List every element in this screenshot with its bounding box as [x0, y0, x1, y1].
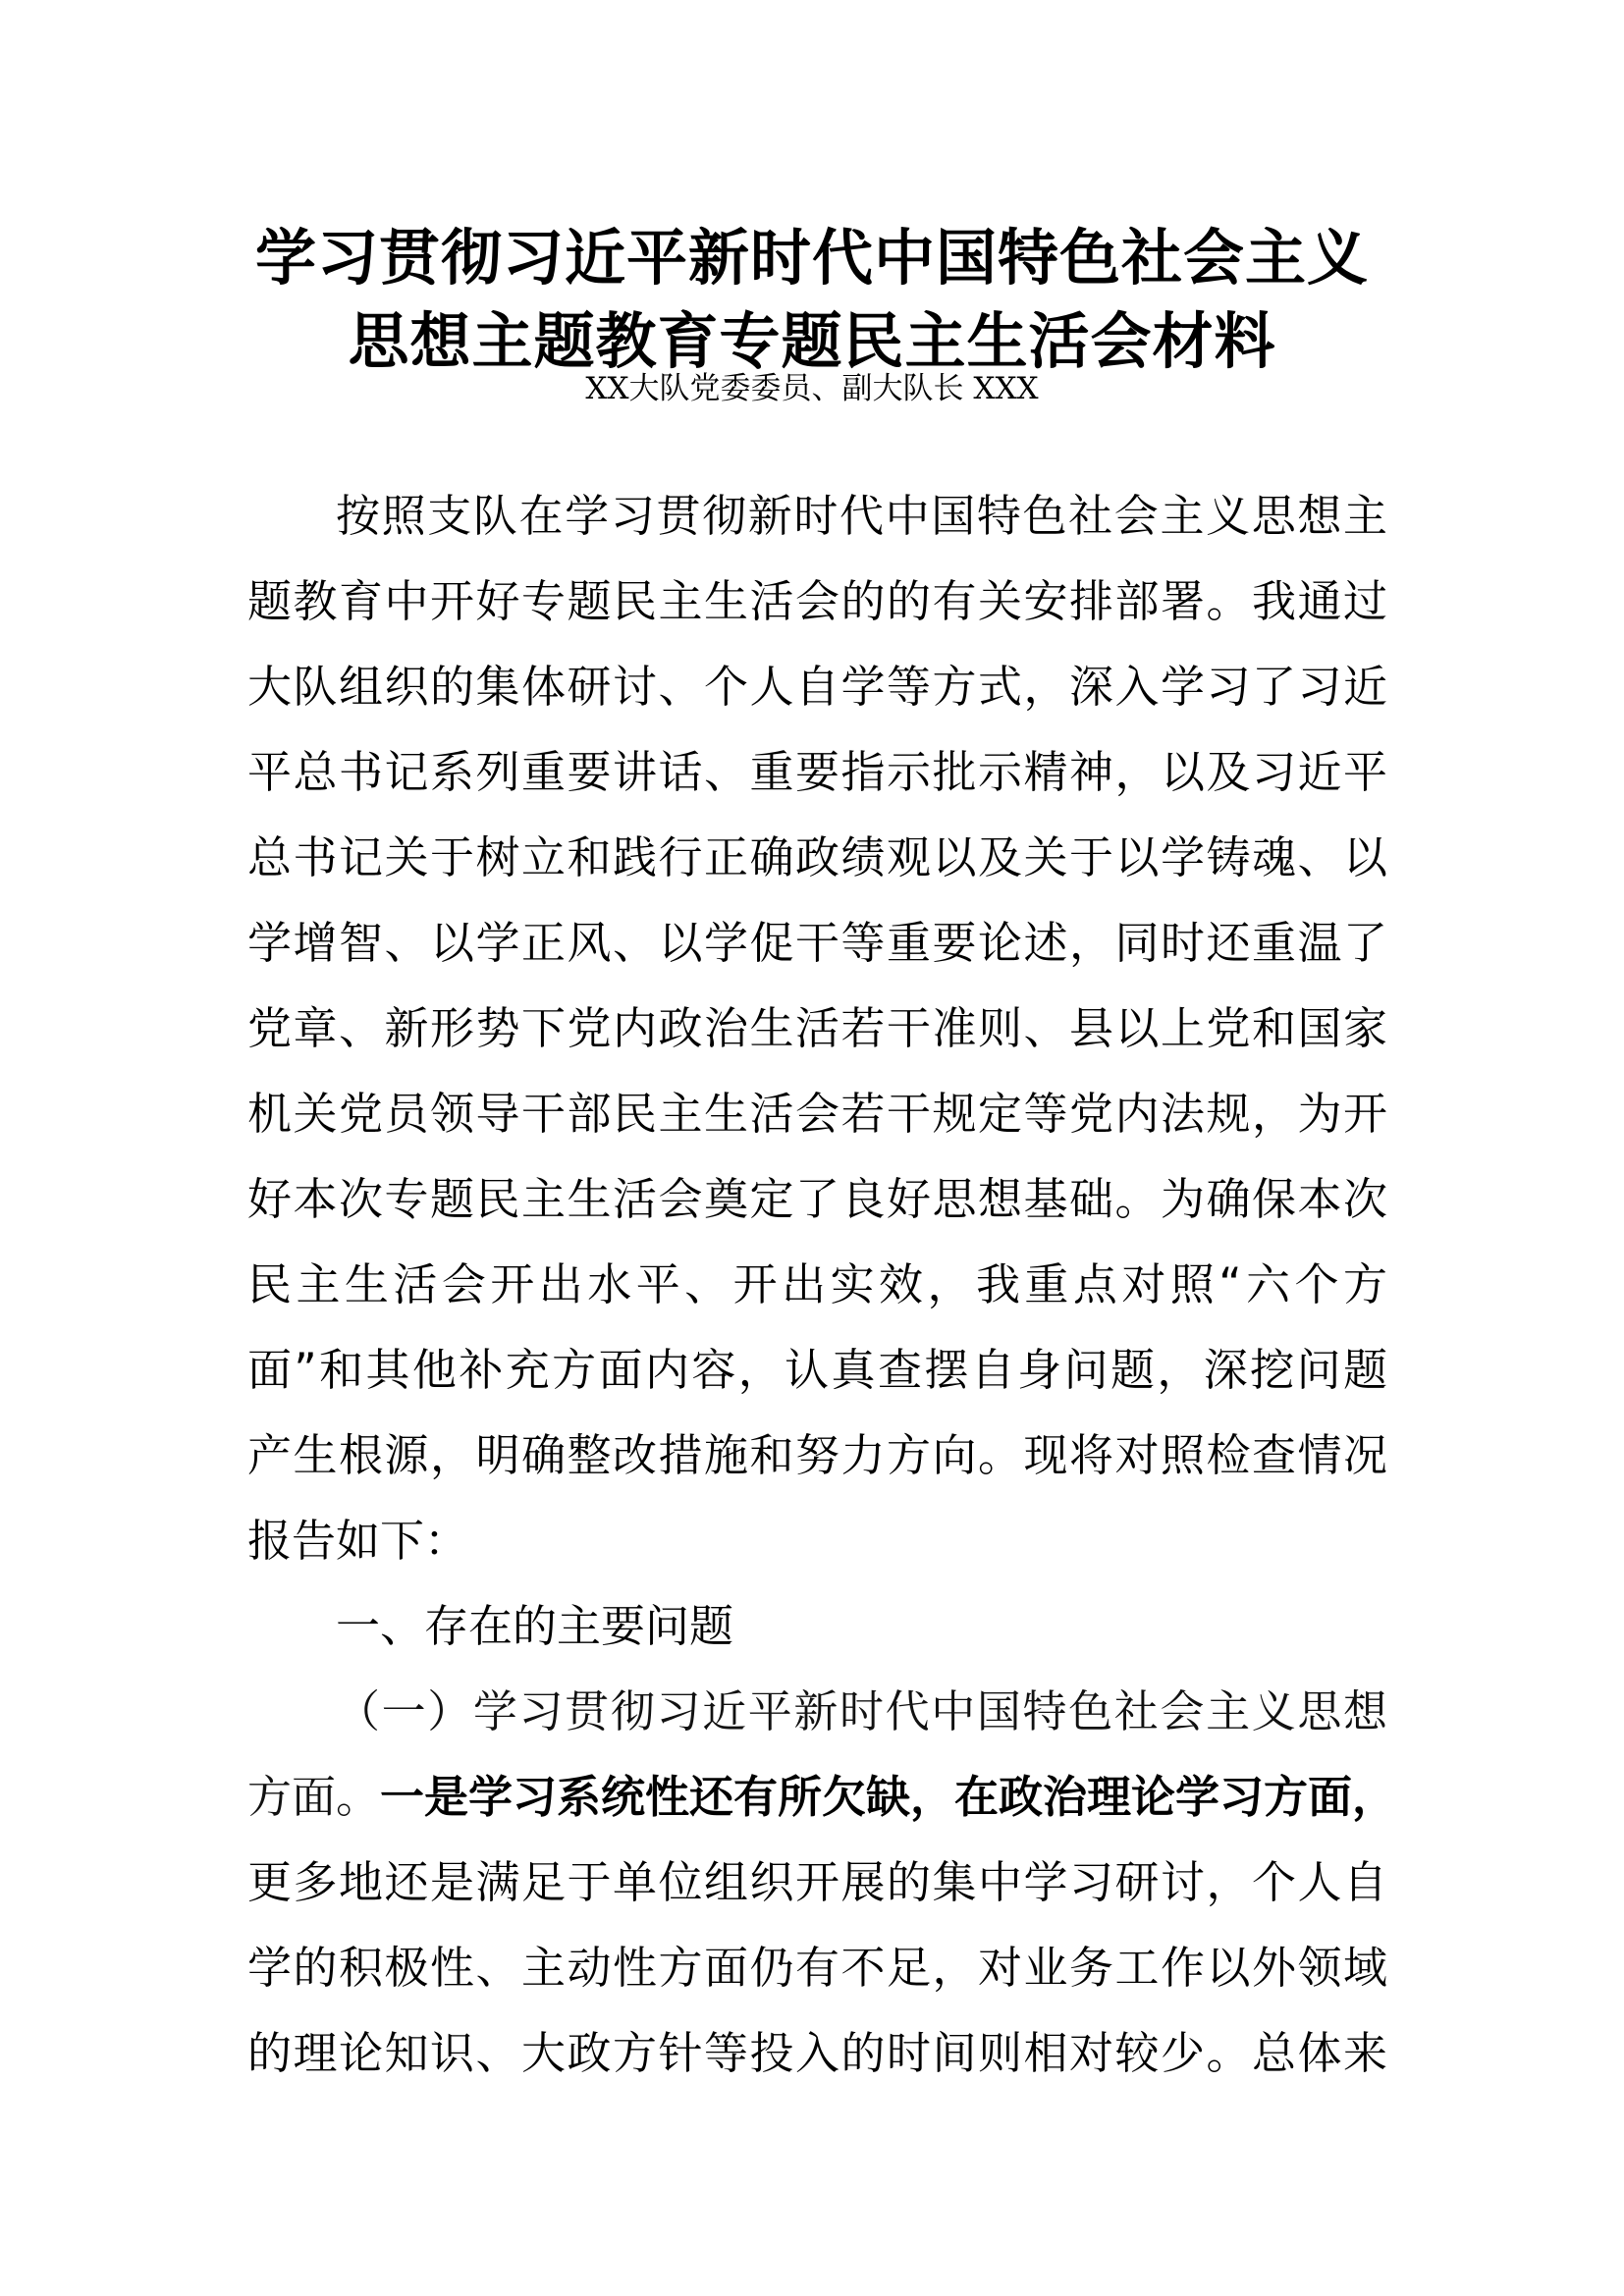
- key-point-text: 一是学习系统性还有所欠缺，在政治理论学习方面，: [380, 1771, 1397, 1823]
- body-line: 的理论知识、大政方针等投入的时间则相对较少。总体来: [247, 2027, 1387, 2079]
- body-line: 按照支队在学习贯彻新时代中国特色社会主义思想主: [336, 490, 1387, 542]
- document-title-line-2: 思想主题教育专题民主生活会材料: [348, 305, 1276, 377]
- body-line: 报告如下：: [247, 1515, 469, 1567]
- body-line: 面”和其他补充方面内容，认真查摆自身问题，深挖问题: [247, 1344, 1387, 1396]
- body-line: 总书记关于树立和践行正确政绩观以及关于以学铸魂、以: [247, 831, 1387, 883]
- body-line: [247, 1754, 1397, 1840]
- body-line: 党章、新形势下党内政治生活若干准则、县以上党和国家: [247, 1002, 1387, 1054]
- subsection-heading-end: 方面。: [247, 1771, 381, 1823]
- body-line: 平总书记系列重要讲话、重要指示批示精神，以及习近平: [247, 746, 1387, 798]
- body-line: 大队组织的集体研讨、个人自学等方式，深入学习了习近: [247, 661, 1387, 713]
- body-line: 学增智、以学正风、以学促干等重要论述，同时还重温了: [247, 917, 1387, 969]
- body-line: 机关党员领导干部民主生活会若干规定等党内法规，为开: [247, 1088, 1387, 1140]
- section-heading: 一、存在的主要问题: [336, 1600, 734, 1652]
- body-line: 民主生活会开出水平、开出实效，我重点对照“六个方: [247, 1258, 1387, 1310]
- author-line: XX大队党委委员、副大队长 XXX: [585, 371, 1039, 406]
- body-line: 题教育中开好专题民主生活会的的有关安排部署。我通过: [247, 575, 1387, 627]
- body-line: 学的积极性、主动性方面仍有不足，对业务工作以外领域: [247, 1942, 1387, 1994]
- body-line: 好本次专题民主生活会奠定了良好思想基础。为确保本次: [247, 1173, 1387, 1225]
- body-line: 更多地还是满足于单位组织开展的集中学习研讨，个人自: [247, 1856, 1387, 1908]
- body-line: 产生根源，明确整改措施和努力方向。现将对照检查情况: [247, 1429, 1387, 1481]
- document-title-line-1: 学习贯彻习近平新时代中国特色社会主义: [254, 222, 1369, 294]
- subsection-heading: （一）学习贯彻习近平新时代中国特色社会主义思想: [336, 1685, 1387, 1737]
